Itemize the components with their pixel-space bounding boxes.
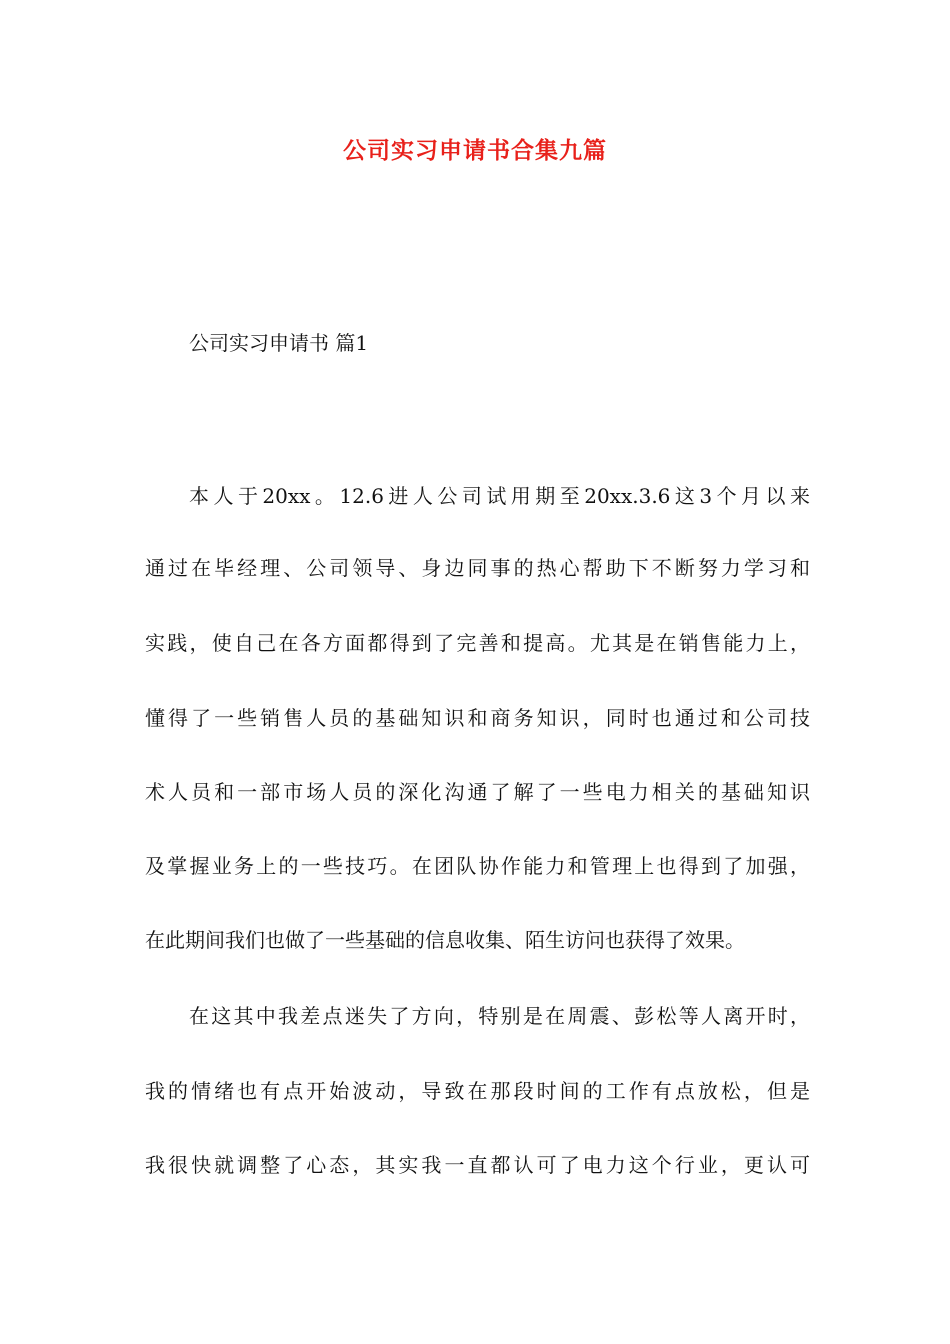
paragraph-line: 通过在毕经理、公司领导、身边同事的热心帮助下不断努力学习和 bbox=[145, 556, 810, 580]
document-title: 公司实习申请书合集九篇 bbox=[343, 137, 607, 164]
paragraph-line: 我的情绪也有点开始波动，导致在那段时间的工作有点放松，但是 bbox=[145, 1079, 810, 1103]
paragraph-line: 我很快就调整了心态，其实我一直都认可了电力这个行业，更认可 bbox=[145, 1153, 810, 1177]
paragraph-line: 本人于20xx。12.6进人公司试用期至20xx.3.6这3个月以来 bbox=[189, 484, 810, 508]
paragraph-line: 实践，使自己在各方面都得到了完善和提高。尤其是在销售能力上， bbox=[145, 631, 810, 655]
paragraph-line: 在此期间我们也做了一些基础的信息收集、陌生访问也获得了效果。 bbox=[145, 928, 745, 952]
paragraph-line: 及掌握业务上的一些技巧。在团队协作能力和管理上也得到了加强， bbox=[145, 854, 810, 878]
paragraph-line: 在这其中我差点迷失了方向，特别是在周震、彭松等人离开时， bbox=[189, 1004, 810, 1028]
paragraph-line: 懂得了一些销售人员的基础知识和商务知识，同时也通过和公司技 bbox=[145, 706, 810, 730]
paragraph-line: 术人员和一部市场人员的深化沟通了解了一些电力相关的基础知识 bbox=[145, 780, 810, 804]
section-heading: 公司实习申请书 篇1 bbox=[189, 331, 369, 355]
